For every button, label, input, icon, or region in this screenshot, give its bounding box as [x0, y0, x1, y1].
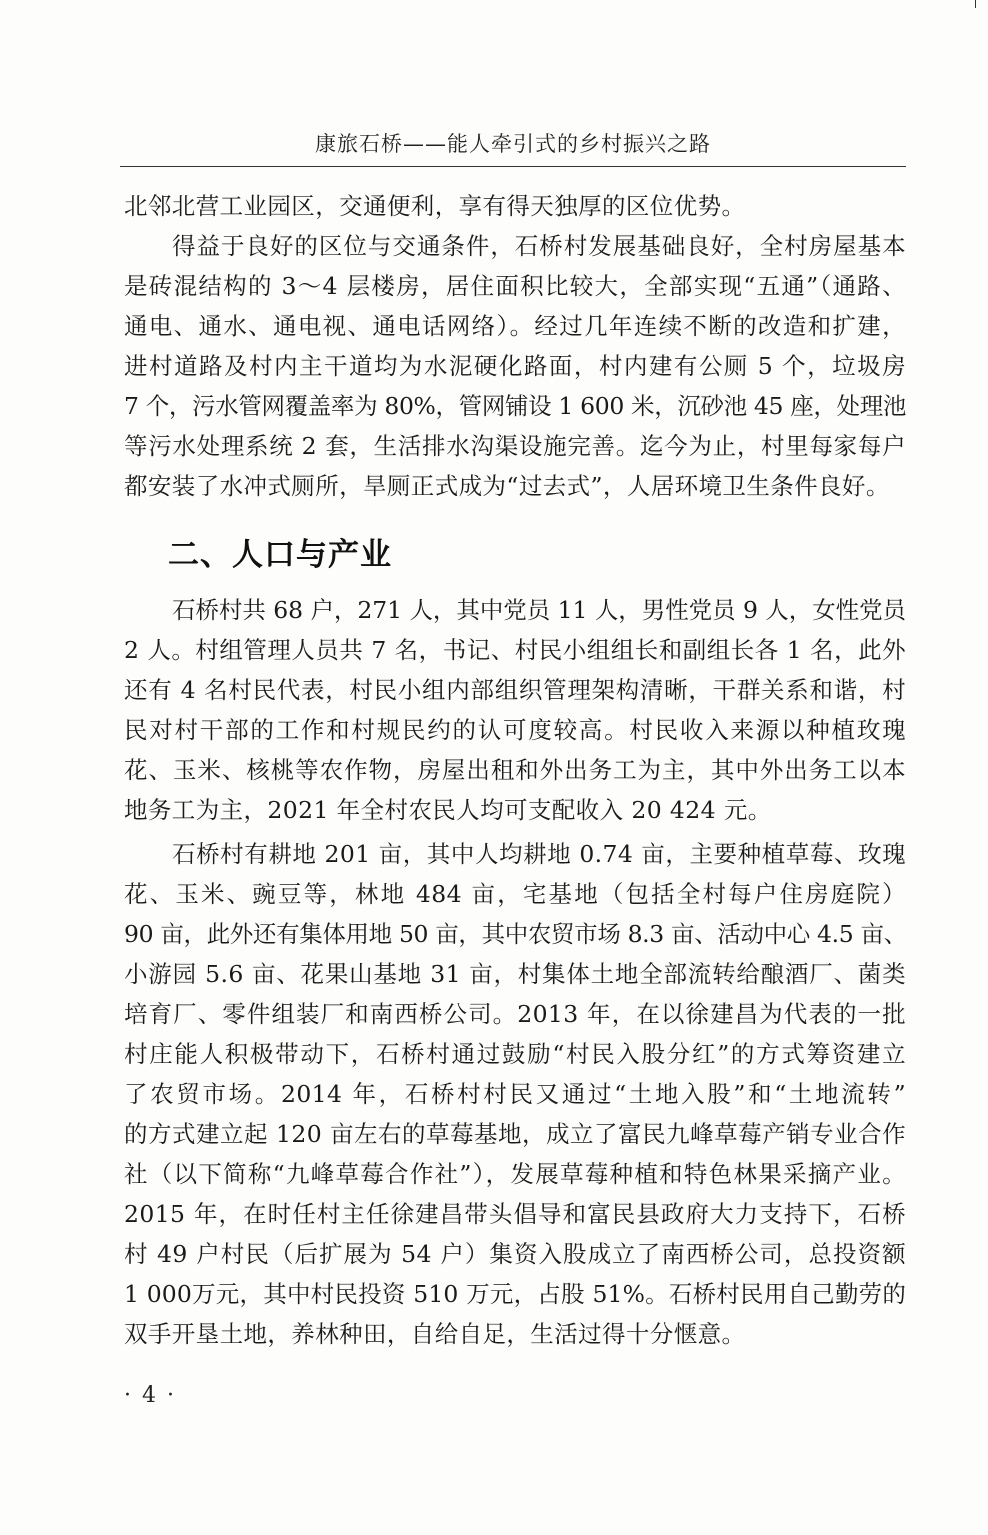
header-rule	[120, 166, 906, 167]
text-line: 花、玉米、核桃等农作物，房屋出租和外出务工为主，其中外出务工以本	[124, 756, 906, 784]
text-line: 花、玉米、豌豆等，林地 484 亩，宅基地（包括全村每户住房庭院）	[124, 880, 906, 908]
text-line: 得益于良好的区位与交通条件，石桥村发展基础良好，全村房屋基本	[172, 232, 906, 260]
text-line: 通电、通水、通电视、通电话网络）。经过几年连续不断的改造和扩建，	[124, 312, 906, 340]
text-line: 1 000万元，其中村民投资 510 万元，占股 51%。石桥村民用自己勤劳的	[124, 1280, 906, 1308]
text-line: 进村道路及村内主干道均为水泥硬化路面，村内建有公厕 5 个，垃圾房	[124, 352, 906, 380]
text-line: 等污水处理系统 2 套，生活排水沟渠设施完善。迄今为止，村里每家每户	[124, 432, 906, 460]
text-line: 村 49 户村民（后扩展为 54 户）集资入股成立了南西桥公司，总投资额	[124, 1240, 906, 1268]
text-line: 培育厂、零件组装厂和南西桥公司。2013 年，在以徐建昌为代表的一批	[124, 1000, 906, 1028]
text-line: 还有 4 名村民代表，村民小组内部组织管理架构清晰，干群关系和谐，村	[124, 676, 906, 704]
corner-mark	[975, 0, 976, 8]
text-line: 了农贸市场。2014 年，石桥村村民又通过“土地入股”和“土地流转”	[124, 1080, 906, 1108]
text-line: 民对村干部的工作和村规民约的认可度较高。村民收入来源以种植玫瑰	[124, 716, 906, 744]
text-line: 石桥村有耕地 201 亩，其中人均耕地 0.74 亩，主要种植草莓、玫瑰	[172, 840, 906, 868]
text-line: 石桥村共 68 户，271 人，其中党员 11 人，男性党员 9 人，女性党员	[172, 596, 906, 624]
running-header: 康旅石桥——能人牵引式的乡村振兴之路	[315, 132, 711, 156]
section-heading: 二、人口与产业	[168, 537, 392, 573]
text-line: 社（以下简称“九峰草莓合作社”），发展草莓种植和特色林果采摘产业。	[124, 1160, 906, 1188]
text-line: 都安装了水冲式厕所，旱厕正式成为“过去式”，人居环境卫生条件良好。	[124, 472, 890, 500]
text-line: 双手开垦土地，养林种田，自给自足，生活过得十分惬意。	[124, 1320, 746, 1348]
text-line: 90 亩，此外还有集体用地 50 亩，其中农贸市场 8.3 亩、活动中心 4.5 亩、	[124, 920, 907, 948]
text-line: 的方式建立起 120 亩左右的草莓基地，成立了富民九峰草莓产销专业合作	[124, 1120, 906, 1148]
text-line: 北邻北营工业园区，交通便利，享有得天独厚的区位优势。	[124, 192, 746, 220]
text-line: 2015 年，在时任村主任徐建昌带头倡导和富民县政府大力支持下，石桥	[124, 1200, 906, 1228]
text-line: 村庄能人积极带动下，石桥村通过鼓励“村民入股分红”的方式筹资建立	[124, 1040, 906, 1068]
text-line: 地务工为主，2021 年全村农民人均可支配收入 20 424 元。	[124, 796, 772, 824]
text-line: 2 人。村组管理人员共 7 名，书记、村民小组组长和副组长各 1 名，此外	[124, 636, 906, 664]
page-number: · 4 ·	[124, 1383, 176, 1408]
text-line: 小游园 5.6 亩、花果山基地 31 亩，村集体土地全部流转给酿酒厂、菌类	[124, 960, 906, 988]
text-line: 是砖混结构的 3～4 层楼房，居住面积比较大，全部实现“五通”（通路、	[124, 272, 906, 300]
text-line: 7 个，污水管网覆盖率为 80%，管网铺设 1 600 米，沉砂池 45 座，处理池	[124, 392, 906, 420]
